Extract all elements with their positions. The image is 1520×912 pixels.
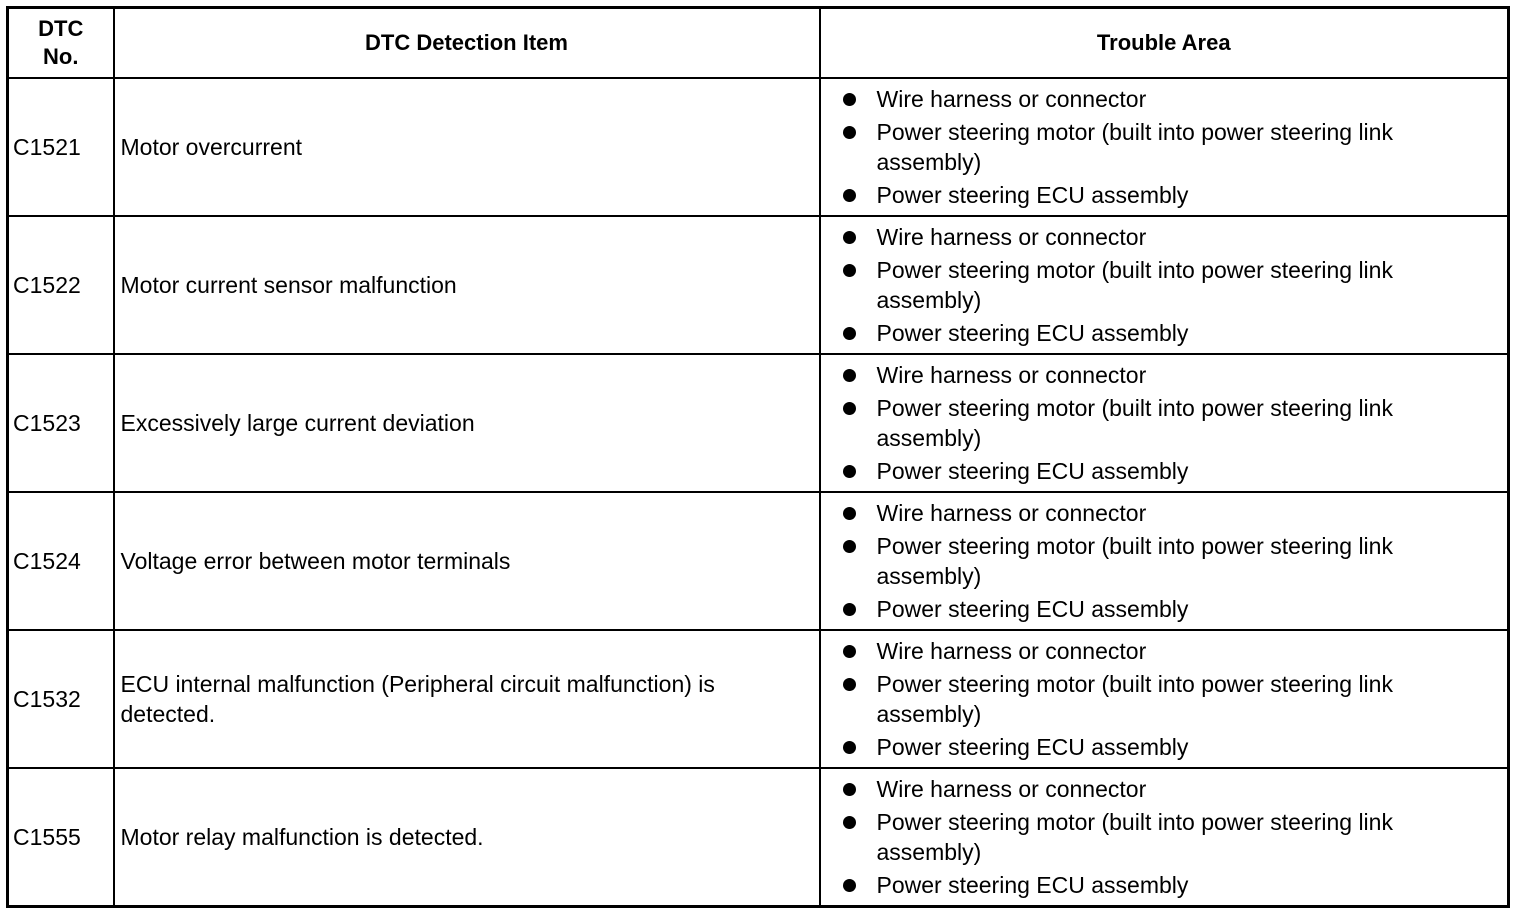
bullet-icon — [843, 231, 856, 244]
trouble-area-text: Power steering ECU assembly — [876, 182, 1189, 208]
list-item — [841, 393, 1488, 453]
dtc-code: C1521 — [8, 78, 114, 216]
list-item — [841, 456, 1488, 486]
trouble-area-text: Power steering motor (built into power steering link assembly) — [876, 119, 1393, 175]
trouble-area-text: Wire harness or connector — [876, 224, 1147, 250]
table-row — [8, 78, 1509, 216]
header-detection-item: DTC Detection Item — [114, 8, 820, 79]
list-item — [841, 318, 1488, 348]
table-row — [8, 354, 1509, 492]
bullet-icon — [843, 402, 856, 415]
list-item — [841, 180, 1488, 210]
trouble-area-text: Power steering ECU assembly — [876, 596, 1189, 622]
dtc-code: C1523 — [8, 354, 114, 492]
bullet-icon — [843, 507, 856, 520]
list-item — [841, 360, 1488, 390]
list-item — [841, 117, 1488, 177]
bullet-icon — [843, 783, 856, 796]
table-row — [8, 492, 1509, 630]
bullet-icon — [843, 369, 856, 382]
bullet-icon — [843, 126, 856, 139]
list-item — [841, 84, 1488, 114]
trouble-area-text: Power steering motor (built into power steering link assembly) — [876, 533, 1393, 589]
trouble-area — [820, 630, 1509, 768]
bullet-icon — [843, 678, 856, 691]
list-item — [841, 255, 1488, 315]
trouble-area-text: Wire harness or connector — [876, 500, 1147, 526]
bullet-icon — [843, 540, 856, 553]
trouble-area — [820, 768, 1509, 907]
dtc-code: C1522 — [8, 216, 114, 354]
bullet-icon — [843, 465, 856, 478]
trouble-area-list — [841, 774, 1488, 900]
bullet-icon — [843, 93, 856, 106]
bullet-icon — [843, 879, 856, 892]
trouble-area-text: Power steering motor (built into power steering link assembly) — [876, 257, 1393, 313]
trouble-area-text: Power steering ECU assembly — [876, 872, 1189, 898]
bullet-icon — [843, 816, 856, 829]
trouble-area — [820, 354, 1509, 492]
detection-item: Motor relay malfunction is detected. — [114, 768, 820, 907]
trouble-area-list — [841, 84, 1488, 210]
detection-item: Excessively large current deviation — [114, 354, 820, 492]
dtc-code: C1555 — [8, 768, 114, 907]
dtc-code: C1532 — [8, 630, 114, 768]
bullet-icon — [843, 603, 856, 616]
trouble-area-text: Power steering ECU assembly — [876, 734, 1189, 760]
table-row — [8, 630, 1509, 768]
detection-item: Motor overcurrent — [114, 78, 820, 216]
trouble-area-text: Power steering ECU assembly — [876, 458, 1189, 484]
trouble-area — [820, 492, 1509, 630]
dtc-table — [6, 6, 1510, 908]
list-item — [841, 594, 1488, 624]
table-row — [8, 768, 1509, 907]
trouble-area-text: Wire harness or connector — [876, 776, 1147, 802]
trouble-area-text: Power steering motor (built into power steering link assembly) — [876, 671, 1393, 727]
detection-item: Motor current sensor malfunction — [114, 216, 820, 354]
list-item — [841, 870, 1488, 900]
bullet-icon — [843, 327, 856, 340]
bullet-icon — [843, 189, 856, 202]
trouble-area-text: Wire harness or connector — [876, 86, 1147, 112]
detection-item: Voltage error between motor terminals — [114, 492, 820, 630]
trouble-area-text: Power steering motor (built into power steering link assembly) — [876, 395, 1393, 451]
trouble-area-list — [841, 360, 1488, 486]
list-item — [841, 774, 1488, 804]
list-item — [841, 222, 1488, 252]
list-item — [841, 807, 1488, 867]
trouble-area-list — [841, 498, 1488, 624]
list-item — [841, 669, 1488, 729]
header-row — [8, 8, 1509, 79]
trouble-area-text: Power steering ECU assembly — [876, 320, 1189, 346]
list-item — [841, 531, 1488, 591]
detection-item: ECU internal malfunction (Peripheral circuit malfunction) is detected. — [114, 630, 820, 768]
bullet-icon — [843, 264, 856, 277]
trouble-area — [820, 78, 1509, 216]
trouble-area-text: Wire harness or connector — [876, 362, 1147, 388]
trouble-area — [820, 216, 1509, 354]
table-row — [8, 216, 1509, 354]
bullet-icon — [843, 741, 856, 754]
bullet-icon — [843, 645, 856, 658]
trouble-area-list — [841, 636, 1488, 762]
list-item — [841, 732, 1488, 762]
header-dtc-no: DTC No. — [8, 8, 114, 79]
dtc-code: C1524 — [8, 492, 114, 630]
trouble-area-text: Power steering motor (built into power steering link assembly) — [876, 809, 1393, 865]
list-item — [841, 498, 1488, 528]
header-trouble-area: Trouble Area — [820, 8, 1509, 79]
trouble-area-list — [841, 222, 1488, 348]
trouble-area-text: Wire harness or connector — [876, 638, 1147, 664]
list-item — [841, 636, 1488, 666]
